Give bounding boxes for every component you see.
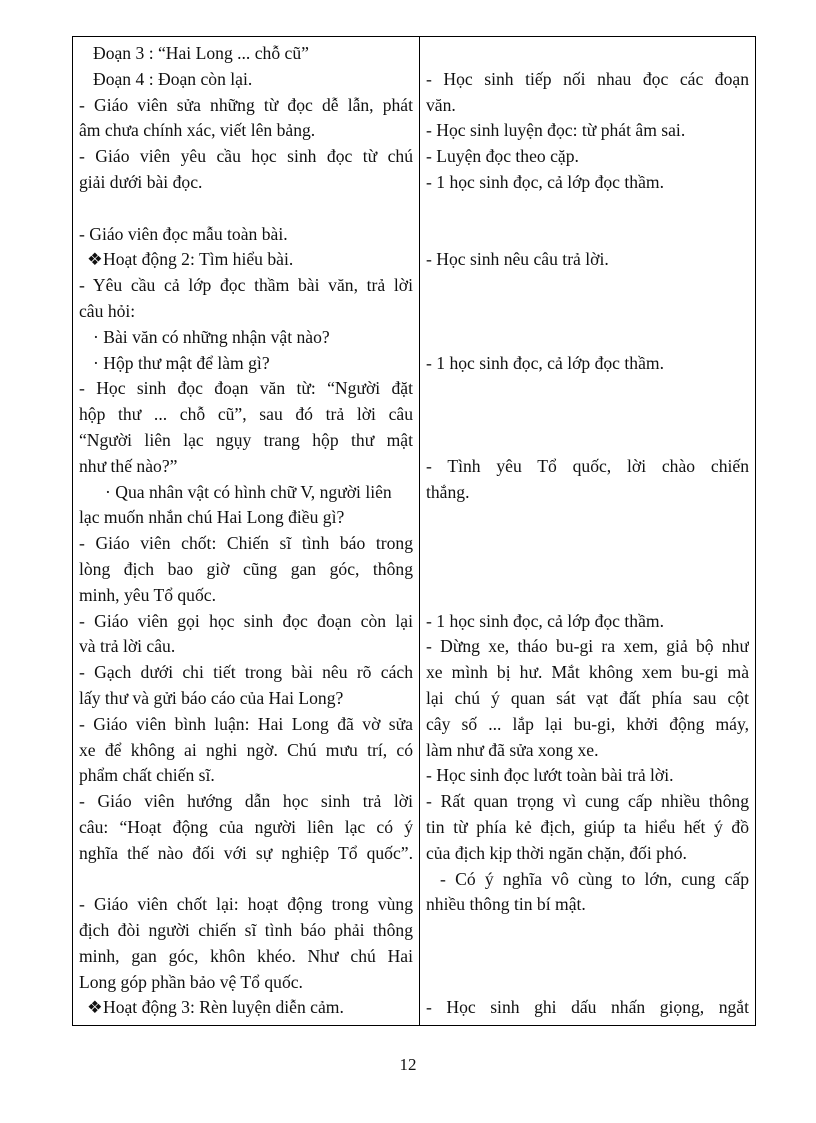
spacer	[426, 376, 749, 402]
text-line: - Yêu cầu cả lớp đọc thầm bài văn, trả lời	[79, 275, 413, 296]
spacer	[426, 196, 749, 222]
text-line: giải dưới bài đọc.	[79, 171, 203, 192]
student-activities-column	[420, 37, 755, 1025]
spacer	[426, 273, 749, 299]
text-line: lại chú ý quan sát vạt đất phía sau cột	[426, 687, 749, 708]
text-line: · Qua nhân vật có hình chữ V, người liên	[105, 481, 392, 502]
text-line: văn.	[426, 94, 456, 115]
text-line: xe mình bị hư. Mắt không xem bu-gi mà	[426, 662, 749, 683]
spacer	[426, 583, 749, 609]
text-line: nhiều thông tin bí mật.	[426, 894, 586, 915]
text-line: - Tình yêu Tổ quốc, lời chào chiến	[426, 455, 749, 476]
text-line: - Học sinh ghi dấu nhấn giọng, ngắt	[426, 997, 749, 1018]
text-line: Đoạn 3 : “Hai Long ... chỗ cũ”	[93, 43, 309, 63]
activity-heading	[79, 247, 413, 273]
spacer	[426, 531, 749, 557]
text-line: tin từ phía kẻ địch, giúp ta hiểu hết ý đồ	[426, 816, 749, 837]
text-line: lòng địch bao giờ cũng gan góc, thông	[79, 558, 413, 579]
text-line: minh, yêu Tổ quốc.	[79, 584, 216, 605]
spacer	[426, 557, 749, 583]
text-line: · Bài văn có những nhận vật nào?	[93, 326, 330, 347]
text-line: - Giáo viên sửa những từ đọc dễ lẫn, phát	[79, 94, 413, 115]
spacer	[426, 41, 749, 67]
spacer	[79, 867, 413, 893]
text-line: thắng.	[426, 481, 470, 502]
spacer	[79, 196, 413, 222]
text-line: - Dừng xe, tháo bu-gi ra xem, giả bộ như	[426, 636, 749, 657]
text-line: - Học sinh đọc lướt toàn bài trả lời.	[426, 765, 674, 786]
text-line: - Học sinh nêu câu trả lời.	[426, 249, 609, 270]
text-line: - Gạch dưới chi tiết trong bài nêu rõ cách	[79, 662, 413, 683]
text-line: - Luyện đọc theo cặp.	[426, 146, 579, 167]
text-line: cây số ... lắp lại bu-gi, khởi động máy,	[426, 713, 749, 734]
text-line: lạc muốn nhắn chú Hai Long điều gì?	[79, 507, 345, 528]
text-line: làm như đã sửa xong xe.	[426, 739, 599, 760]
text-line: Đoạn 4 : Đoạn còn lại.	[93, 68, 253, 89]
text-line: địch đòi người chiến sĩ tình báo phải thông	[79, 920, 413, 941]
text-line: - Giáo viên yêu cầu học sinh đọc từ chú	[79, 146, 413, 167]
text-line: - Giáo viên chốt lại: hoạt động trong vùng	[79, 894, 413, 915]
text-line: - Giáo viên bình luận: Hai Long đã vờ sửa	[79, 713, 413, 734]
activity-heading	[79, 995, 413, 1021]
spacer	[426, 944, 749, 970]
text-line: và trả lời câu.	[79, 636, 176, 657]
text-line: - Giáo viên đọc mẫu toàn bài.	[79, 223, 288, 244]
spacer	[426, 918, 749, 944]
spacer	[426, 428, 749, 454]
text-line: nghĩa thế nào đối với sự nghiệp Tổ quốc”.	[79, 842, 413, 863]
activity-heading-text: Hoạt động 3: Rèn luyện diễn cảm.	[103, 997, 344, 1018]
spacer	[426, 505, 749, 531]
text-line: - Học sinh luyện đọc: từ phát âm sai.	[426, 120, 686, 141]
text-line: của địch kịp thời ngăn chặn, đối phó.	[426, 842, 687, 863]
text-line: câu: “Hoạt động của người liên lạc có ý	[79, 816, 413, 837]
diamond-bullet-icon: ❖	[87, 997, 103, 1018]
text-line: - Học sinh tiếp nối nhau đọc các đoạn	[426, 68, 749, 89]
text-line: - Giáo viên chốt: Chiến sĩ tình báo trong	[79, 533, 413, 554]
lesson-table	[72, 36, 756, 1026]
diamond-bullet-icon: ❖	[87, 249, 103, 270]
text-line: Long góp phần bảo vệ Tổ quốc.	[79, 971, 303, 992]
text-line: xe để không ai nghi ngờ. Chú mưu trí, có	[79, 739, 413, 760]
activity-heading-text: Hoạt động 2: Tìm hiểu bài.	[103, 249, 294, 270]
text-line: - Giáo viên gọi học sinh đọc đoạn còn lại	[79, 610, 413, 631]
text-line: - Rất quan trọng vì cung cấp nhiều thông	[426, 791, 749, 812]
text-line: - Giáo viên hướng dẫn học sinh trả lời	[79, 791, 413, 812]
text-line: - 1 học sinh đọc, cả lớp đọc thầm.	[426, 352, 664, 373]
text-line: - Có ý nghĩa vô cùng to lớn, cung cấp	[440, 868, 749, 889]
spacer	[426, 299, 749, 325]
text-line: minh, gan góc, khôn khéo. Như chú Hai	[79, 945, 413, 966]
text-line: phẩm chất chiến sĩ.	[79, 765, 215, 786]
text-line: âm chưa chính xác, viết lên bảng.	[79, 120, 316, 141]
text-line: “Người liên lạc ngụy trang hộp thư mật	[79, 429, 413, 450]
text-line: lấy thư và gửi báo cáo của Hai Long?	[79, 687, 344, 708]
spacer	[426, 222, 749, 248]
spacer	[426, 402, 749, 428]
spacer	[426, 970, 749, 996]
page-number: 12	[399, 1055, 417, 1074]
text-line: - 1 học sinh đọc, cả lớp đọc thầm.	[426, 171, 664, 192]
text-line: câu hỏi:	[79, 300, 136, 321]
text-line: - 1 học sinh đọc, cả lớp đọc thầm.	[426, 610, 664, 631]
text-line: như thế nào?”	[79, 455, 178, 476]
teacher-activities-column	[73, 37, 420, 1025]
spacer	[426, 325, 749, 351]
text-line: - Học sinh đọc đoạn văn từ: “Người đặt	[79, 378, 413, 399]
text-line: hộp thư ... chỗ cũ”, sau đó trả lời câu	[79, 404, 413, 425]
text-line: · Hộp thư mật để làm gì?	[93, 352, 270, 373]
